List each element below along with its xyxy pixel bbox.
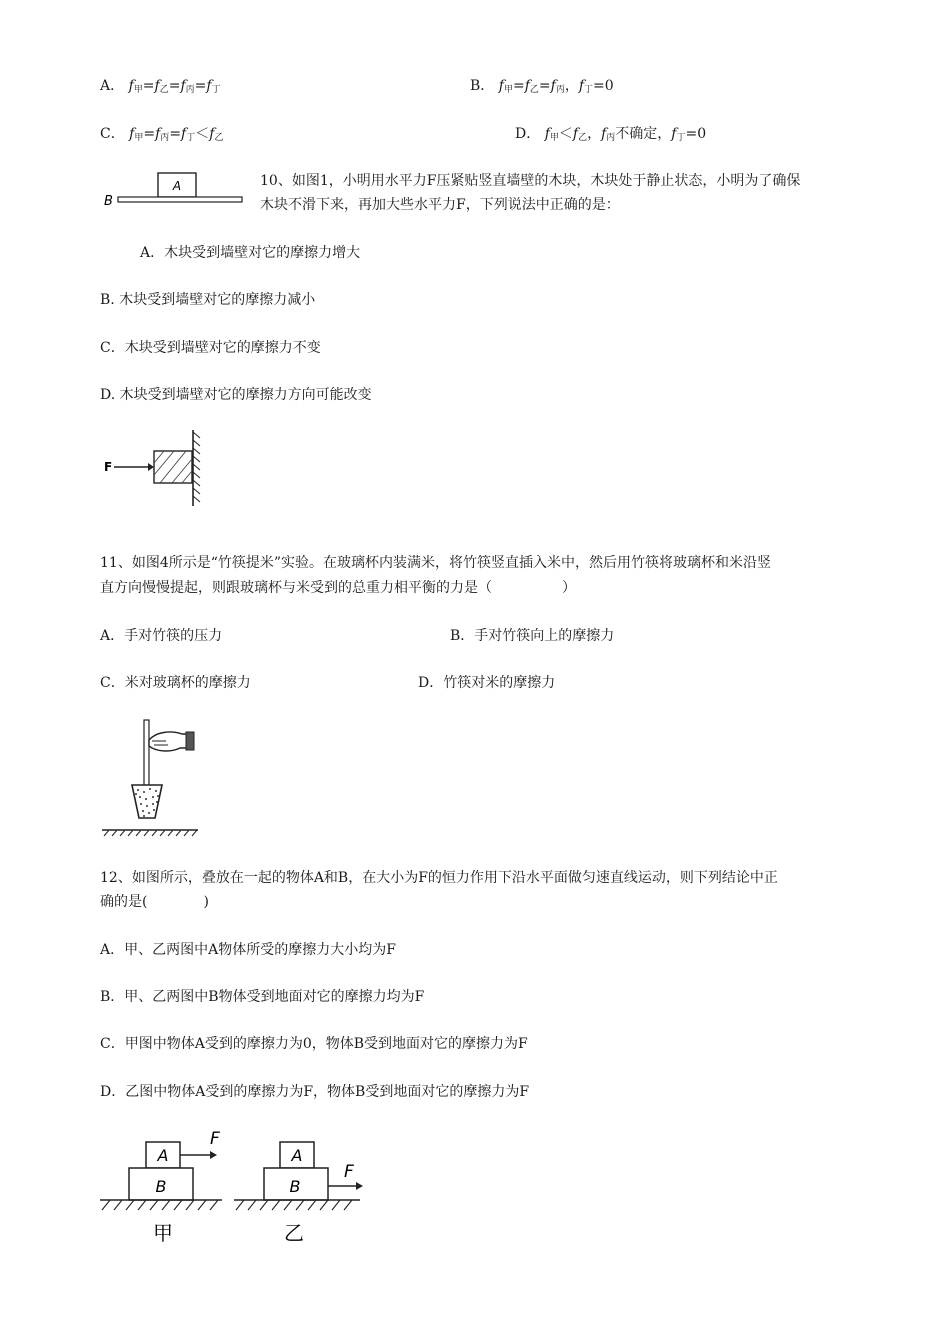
q12-diagram-jia <box>100 1129 222 1245</box>
q12-diagram-yi <box>234 1142 363 1245</box>
jia-label-b: B <box>155 1177 167 1196</box>
q12-stem-line1: 12、如图所示，叠放在一起的物体A和B，在大小为F的恒力作用下沿水平面做匀速直线运动，则下列结论中正 <box>100 870 778 886</box>
q11-option-c: C．米对玻璃杯的摩擦力 <box>100 675 251 691</box>
prev-option-c: C． $f_甲=f_丙=f_丁<f_乙$ <box>100 126 224 143</box>
q12-option-c: C．甲图中物体A受到的摩擦力为0，物体B受到地面对它的摩擦力为F <box>100 1036 528 1052</box>
board-label-b: B <box>104 194 113 209</box>
q10-option-c: C．木块受到墙壁对它的摩擦力不变 <box>100 340 321 356</box>
q11-option-b: B．手对竹筷向上的摩擦力 <box>450 628 615 644</box>
q10-wall-figure <box>100 428 215 510</box>
jia-force-label: F <box>210 1129 220 1149</box>
yi-label-b: B <box>289 1177 301 1196</box>
jia-caption: 甲 <box>153 1221 173 1245</box>
q12-option-b: B．甲、乙两图中B物体受到地面对它的摩擦力均为F <box>100 989 425 1005</box>
q12-option-d: D．乙图中物体A受到的摩擦力为F，物体B受到地面对它的摩擦力为F <box>100 1084 530 1100</box>
q10-option-b: B. 木块受到墙壁对它的摩擦力减小 <box>100 292 316 308</box>
q12-stem-line2: 确的是( ) <box>100 894 209 910</box>
yi-caption: 乙 <box>284 1221 304 1245</box>
yi-force-label: F <box>344 1162 354 1182</box>
q10-stem-line2: 木块不滑下来，再加大些水平力F，下列说法中正确的是： <box>260 197 620 213</box>
prev-option-d: D． $f_甲<f_乙$，$f_丙$不确定，$f_丁=0$ <box>515 126 707 143</box>
q12-option-a: A．甲、乙两图中A物体所受的摩擦力大小均为F <box>100 942 396 958</box>
block-on-board-figure <box>100 168 250 212</box>
yi-label-a: A <box>291 1146 303 1165</box>
q12-stacked-blocks-figure <box>98 1124 368 1248</box>
q10-stem-line1: 10、如图1，小明用水平力F压紧贴竖直墙壁的木块，木块处于静止状态，小明为了确保 <box>260 173 801 189</box>
prev-option-b: B． $f_甲=f_乙=f_丙$，$f_丁=0$ <box>470 78 614 95</box>
q10-option-d: D. 木块受到墙壁对它的摩擦力方向可能改变 <box>100 387 372 403</box>
q11-option-d: D．竹筷对米的摩擦力 <box>418 675 556 691</box>
jia-label-a: A <box>157 1146 169 1165</box>
block-label-a: A <box>172 179 182 193</box>
q11-chopstick-rice-figure <box>100 716 205 840</box>
q11-option-a: A．手对竹筷的压力 <box>100 628 223 644</box>
prev-option-a: A． $f_甲=f_乙=f_丙=f_丁$ <box>100 78 221 95</box>
q10-option-a: A．木块受到墙壁对它的摩擦力增大 <box>140 245 361 261</box>
q11-stem-line1: 11、如图4所示是“竹筷提米”实验。在玻璃杯内装满米，将竹筷竖直插入米中，然后用竹筷将玻璃杯和米沿竖 <box>100 555 772 571</box>
q10-force-label: F <box>104 460 113 474</box>
q11-stem-line2: 直方向慢慢提起，则跟玻璃杯与米受到的总重力相平衡的力是（ ） <box>100 580 576 596</box>
